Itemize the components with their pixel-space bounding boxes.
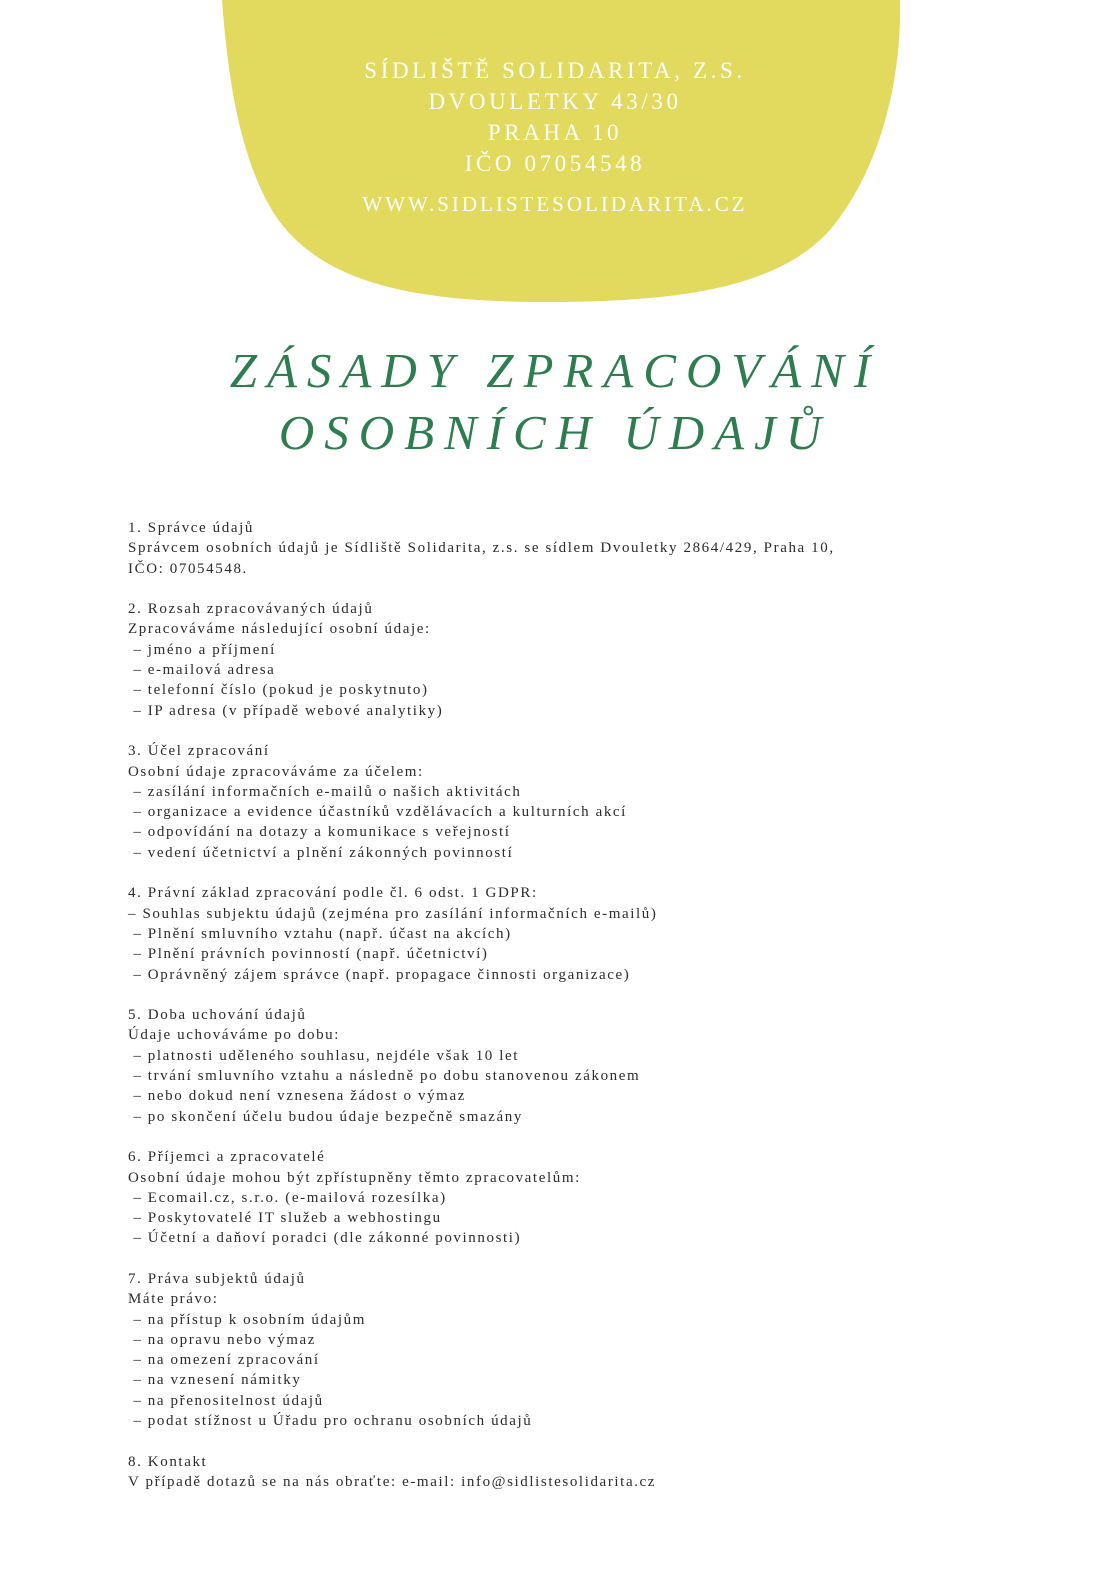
section-heading: 8. Kontakt bbox=[128, 1453, 208, 1470]
policy-section bbox=[128, 518, 1048, 579]
section-line: – jméno a příjmení bbox=[128, 641, 276, 658]
section-line: – Plnění právních povinností (např. účetnictví) bbox=[128, 946, 489, 963]
organization-header bbox=[0, 55, 1110, 217]
section-heading: 4. Právní základ zpracování podle čl. 6 odst. 1 GDPR: bbox=[128, 885, 538, 902]
org-name: SÍDLIŠTĚ SOLIDARITA, Z.S. bbox=[364, 58, 746, 83]
section-line: – Plnění smluvního vztahu (např. účast na akcích) bbox=[128, 925, 512, 942]
policy-section bbox=[128, 1269, 1048, 1431]
policy-section bbox=[128, 599, 1048, 721]
section-line: – platnosti uděleného souhlasu, nejdéle však 10 let bbox=[128, 1047, 520, 1064]
section-line: – Oprávněný zájem správce (např. propagace činnosti organizace) bbox=[128, 966, 631, 983]
section-line: – organizace a evidence účastníků vzdělávacích a kulturních akcí bbox=[128, 804, 627, 821]
org-city: PRAHA 10 bbox=[487, 120, 623, 145]
document-title-line-1: ZÁSADY ZPRACOVÁNÍ bbox=[229, 343, 881, 398]
policy-section bbox=[128, 1147, 1048, 1248]
section-line: – trvání smluvního vztahu a následně po dobu stanovenou zákonem bbox=[128, 1068, 641, 1085]
section-line: – zasílání informačních e-mailů o našich aktivitách bbox=[128, 783, 522, 800]
section-line: – na opravu nebo výmaz bbox=[128, 1331, 317, 1348]
section-line: – e-mailová adresa bbox=[128, 662, 276, 679]
section-line: – nebo dokud není vznesena žádost o výmaz bbox=[128, 1088, 466, 1105]
section-heading: 7. Práva subjektů údajů bbox=[128, 1270, 306, 1287]
section-line: – Poskytovatelé IT služeb a webhostingu bbox=[128, 1210, 442, 1227]
section-line: – IP adresa (v případě webové analytiky) bbox=[128, 702, 444, 719]
section-line: Údaje uchováváme po dobu: bbox=[128, 1027, 341, 1044]
policy-section bbox=[128, 883, 1048, 984]
document-title-line-2: OSOBNÍCH ÚDAJŮ bbox=[278, 405, 832, 460]
policy-content bbox=[128, 518, 1048, 1513]
section-heading: 5. Doba uchování údajů bbox=[128, 1007, 307, 1024]
document-title bbox=[0, 340, 1110, 464]
section-line: – na přenositelnost údajů bbox=[128, 1392, 324, 1409]
section-line: V případě dotazů se na nás obraťte: e-mail: info@sidlistesolidarita.cz bbox=[128, 1473, 657, 1490]
section-line: – Ecomail.cz, s.r.o. (e-mailová rozesílka) bbox=[128, 1189, 447, 1206]
section-heading: 3. Účel zpracování bbox=[128, 743, 270, 760]
policy-section bbox=[128, 1005, 1048, 1127]
section-line: – Účetní a daňoví poradci (dle zákonné povinnosti) bbox=[128, 1230, 522, 1247]
section-line: Máte právo: bbox=[128, 1291, 219, 1308]
policy-section bbox=[128, 741, 1048, 863]
section-line: Osobní údaje zpracováváme za účelem: bbox=[128, 763, 424, 780]
section-heading: 6. Příjemci a zpracovatelé bbox=[128, 1149, 326, 1166]
org-street: DVOULETKY 43/30 bbox=[428, 89, 682, 114]
section-line: Správcem osobních údajů je Sídliště Solidarita, z.s. se sídlem Dvouletky 2864/429, Praha 10, bbox=[128, 540, 835, 557]
section-line: – telefonní číslo (pokud je poskytnuto) bbox=[128, 682, 429, 699]
section-line: – odpovídání na dotazy a komunikace s veřejností bbox=[128, 824, 511, 841]
section-line: – podat stížnost u Úřadu pro ochranu osobních údajů bbox=[128, 1413, 533, 1430]
section-line: Osobní údaje mohou být zpřístupněny těmto zpracovatelům: bbox=[128, 1169, 581, 1186]
section-line: IČO: 07054548. bbox=[128, 560, 248, 577]
section-line: – po skončení účelu budou údaje bezpečně smazány bbox=[128, 1108, 523, 1125]
section-heading: 2. Rozsah zpracovávaných údajů bbox=[128, 601, 374, 618]
section-line: – na omezení zpracování bbox=[128, 1352, 320, 1369]
section-line: – vedení účetnictví a plnění zákonných povinností bbox=[128, 844, 514, 861]
policy-section bbox=[128, 1452, 1048, 1493]
section-line: – Souhlas subjektu údajů (zejména pro zasílání informačních e-mailů) bbox=[128, 905, 658, 922]
section-line: – na přístup k osobním údajům bbox=[128, 1311, 366, 1328]
section-line: Zpracováváme následující osobní údaje: bbox=[128, 621, 431, 638]
section-heading: 1. Správce údajů bbox=[128, 520, 254, 536]
org-ico: IČO 07054548 bbox=[464, 151, 646, 176]
section-line: – na vznesení námitky bbox=[128, 1372, 302, 1389]
org-website[interactable]: WWW.SIDLISTESOLIDARITA.CZ bbox=[362, 192, 748, 216]
